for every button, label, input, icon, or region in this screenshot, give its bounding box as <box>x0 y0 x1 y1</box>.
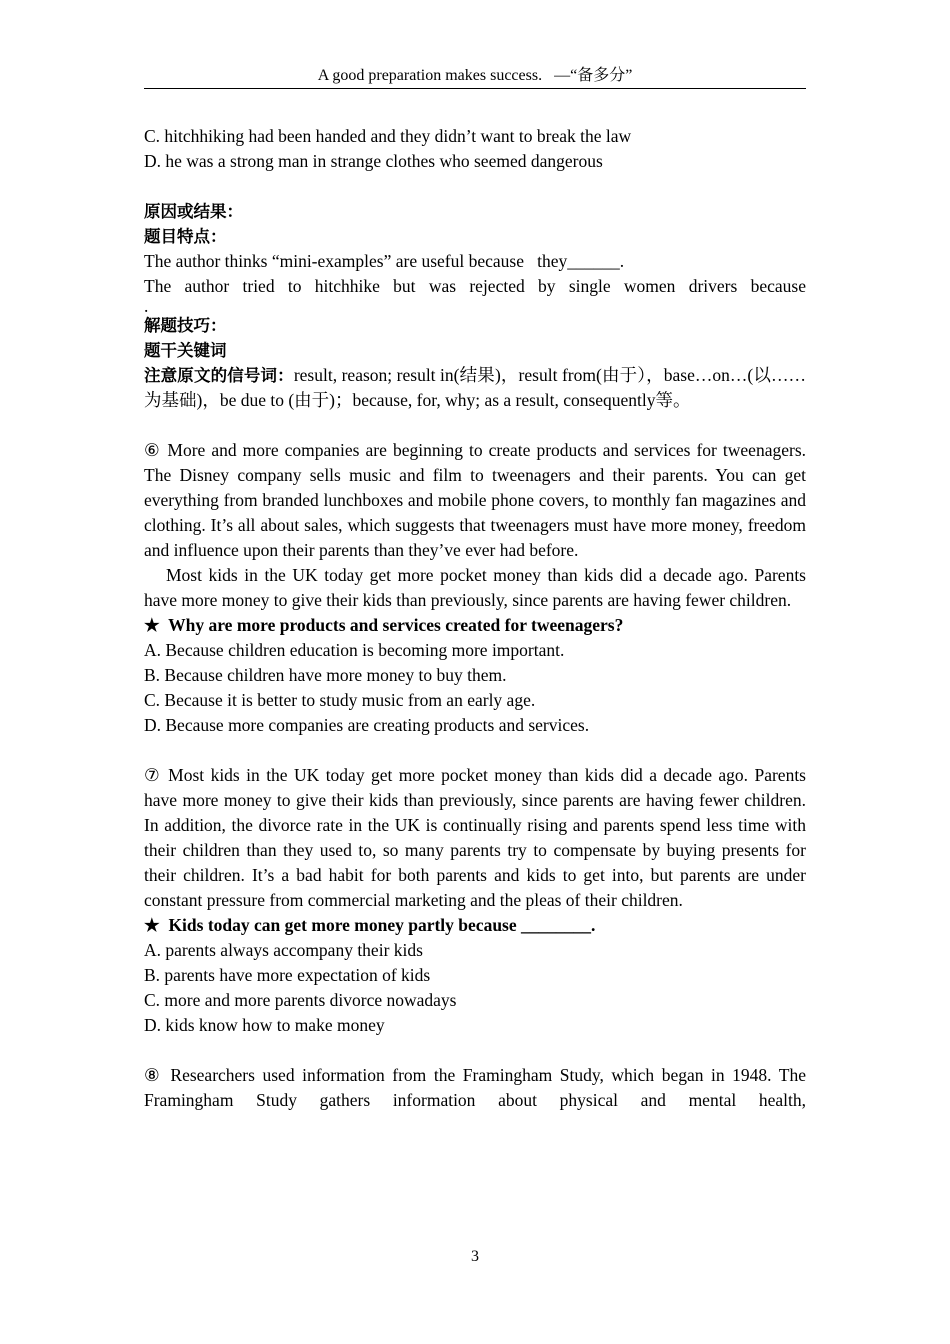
passage-6-option-d: D. Because more companies are creating products and services. <box>144 715 590 735</box>
features-heading: 题目特点： <box>144 227 227 246</box>
example-question-1: The author thinks “mini-examples” are useful because they______. <box>144 251 625 271</box>
passage-6-option-b: B. Because children have more money to buy them. <box>144 665 507 685</box>
passage-7-option-c: C. more and more parents divorce nowadays <box>144 990 457 1010</box>
option-c: C. hitchhiking had been handed and they didn’t want to break the law <box>144 126 632 146</box>
signal-words <box>144 363 806 413</box>
tips-heading: 解题技巧： <box>144 316 227 335</box>
page-number: 3 <box>471 1248 479 1265</box>
example-question-2: The author tried to hitchhike but was rejected by single women drivers because <box>144 276 806 296</box>
passage-6-paragraph-1: ⑥ More and more companies are beginning to create products and services for tweenagers. The Disney company sells music and film to tweenagers and their parents. You can get everything from branded lunchboxes and mobile phone covers, to monthly fan magazines and clothing. It’s all about sales, which suggests that tweenagers must have more money, freedom and influence upon their parents than they’ve ever had before. <box>144 440 806 560</box>
passage-6-option-a: A. Because children education is becoming more important. <box>144 640 565 660</box>
passage-7-question: ★ Kids today can get more money partly because ________. <box>144 915 596 935</box>
passage-7-paragraph-1: ⑦ Most kids in the UK today get more pocket money than kids did a decade ago. Parents have more money to give their kids than previously, since parents are having fewer children. In addition, the divorce rate in the UK is continually rising and parents spend less time with their children than they used to, so many parents try to compensate by buying presents for their children. It’s a bad habit for both parents and kids to get into, but parents are under constant pressure from commercial marketing and the pleas of their children. <box>144 765 806 910</box>
passage-7-option-b: B. parents have more expectation of kids <box>144 965 431 985</box>
passage-6-option-c: C. Because it is better to study music from an early age. <box>144 690 536 710</box>
example-question-2-tail: . <box>144 296 149 316</box>
page-header: A good preparation makes success. —“备多分” <box>317 67 633 84</box>
passage-7-option-a: A. parents always accompany their kids <box>144 940 423 960</box>
header-rule <box>144 88 806 89</box>
page-content <box>144 124 806 1113</box>
passage-6-paragraph-2: Most kids in the UK today get more pocket money than kids did a decade ago. Parents have more money to give their kids than previously, since parents are having fewer children. <box>144 565 806 610</box>
passage-7-option-d: D. kids know how to make money <box>144 1015 385 1035</box>
signal-label: 注意原文的信号词： <box>144 366 294 385</box>
section-heading-cause: 原因或结果： <box>144 202 243 221</box>
passage-8-paragraph-1: ⑧ Researchers used information from the Framingham Study, which began in 1948. The Framingham Study gathers information about physical and mental health, <box>144 1065 806 1110</box>
passage-6-question: ★ Why are more products and services created for tweenagers? <box>144 615 624 635</box>
keywords-heading: 题干关键词 <box>144 341 227 360</box>
option-d: D. he was a strong man in strange clothes who seemed dangerous <box>144 151 603 171</box>
signal-text: result, reason; result in(结果)，result from(由于），base…on…(以……为基础)，be due to (由于)；because, for, why; as a result, consequently等。 <box>144 365 807 410</box>
